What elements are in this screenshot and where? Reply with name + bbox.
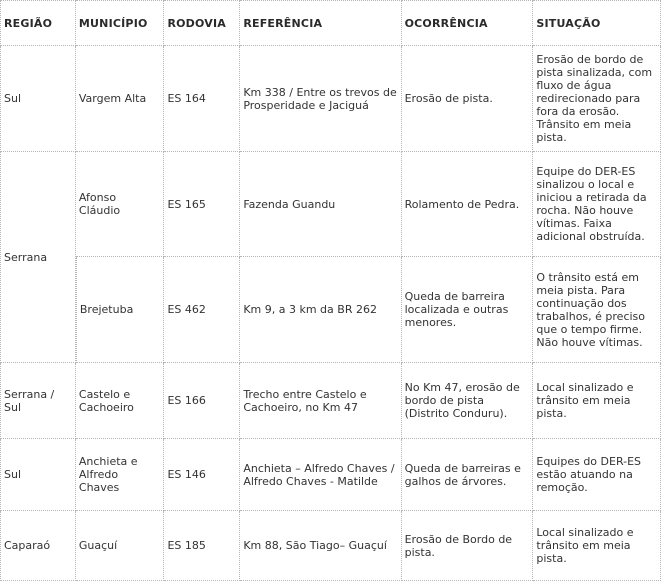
cell-referencia: Trecho entre Castelo e Cachoeiro, no Km 47 <box>240 363 401 439</box>
cell-referencia: Km 88, São Tiago– Guaçuí <box>240 511 401 581</box>
cell-situacao: Equipe do DER-ES sinalizou o local e iniciou a retirada da rocha. Não houve vítimas. Faixa adicional obstruída. <box>533 152 661 257</box>
cell-ocorrencia: No Km 47, erosão de bordo de pista (Distrito Conduru). <box>402 363 534 439</box>
cell-regiao: Sul <box>0 46 76 152</box>
table-row <box>0 46 661 152</box>
cell-municipio: Castelo e Cachoeiro <box>76 363 165 439</box>
header-rodovia: RODOVIA <box>164 0 240 46</box>
cell-regiao: Sul <box>0 439 76 511</box>
cell-municipio: Anchieta e Alfredo Chaves <box>76 439 165 511</box>
cell-ocorrencia: Rolamento de Pedra. <box>402 152 534 257</box>
cell-situacao: O trânsito está em meia pista. Para continuação dos trabalhos, é preciso que o tempo firme. Não houve vítimas. <box>533 257 661 363</box>
cell-situacao: Local sinalizado e trânsito em meia pista. <box>533 363 661 439</box>
table-row <box>0 257 661 363</box>
header-referencia: REFERÊNCIA <box>240 0 401 46</box>
cell-regiao: Caparaó <box>0 511 76 581</box>
cell-rodovia: ES 164 <box>164 46 240 152</box>
cell-municipio: Vargem Alta <box>76 46 165 152</box>
cell-rodovia: ES 166 <box>164 363 240 439</box>
cell-municipio: Guaçuí <box>76 511 165 581</box>
cell-rodovia: ES 185 <box>164 511 240 581</box>
cell-situacao: Equipes do DER-ES estão atuando na remoção. <box>533 439 661 511</box>
cell-referencia: Anchieta – Alfredo Chaves / Alfredo Chaves - Matilde <box>240 439 401 511</box>
cell-ocorrencia: Queda de barreiras e galhos de árvores. <box>402 439 534 511</box>
cell-referencia: Km 338 / Entre os trevos de Prosperidade e Jaciguá <box>240 46 401 152</box>
table-row <box>0 439 661 511</box>
header-ocorrencia: OCORRÊNCIA <box>402 0 534 46</box>
cell-rodovia: ES 146 <box>164 439 240 511</box>
header-municipio: MUNICÍPIO <box>76 0 165 46</box>
cell-municipio: Brejetuba <box>76 257 165 363</box>
cell-municipio: Afonso Cláudio <box>76 152 165 257</box>
cell-rodovia: ES 462 <box>164 257 240 363</box>
cell-ocorrencia: Erosão de Bordo de pista. <box>402 511 534 581</box>
header-regiao: REGIÃO <box>0 0 76 46</box>
cell-situacao: Erosão de bordo de pista sinalizada, com fluxo de água redirecionado para fora da erosão. Trânsito em meia pista. <box>533 46 661 152</box>
cell-ocorrencia: Queda de barreira localizada e outras menores. <box>402 257 534 363</box>
cell-regiao: Serrana / Sul <box>0 363 76 439</box>
cell-referencia: Km 9, a 3 km da BR 262 <box>240 257 401 363</box>
cell-regiao: Serrana <box>0 152 76 363</box>
header-situacao: SITUAÇÃO <box>533 0 661 46</box>
cell-situacao: Local sinalizado e trânsito em meia pista. <box>533 511 661 581</box>
table-row <box>0 152 661 257</box>
header-row <box>0 0 661 46</box>
table-row <box>0 511 661 581</box>
table-row <box>0 363 661 439</box>
cell-ocorrencia: Erosão de pista. <box>402 46 534 152</box>
cell-rodovia: ES 165 <box>164 152 240 257</box>
cell-referencia: Fazenda Guandu <box>240 152 401 257</box>
